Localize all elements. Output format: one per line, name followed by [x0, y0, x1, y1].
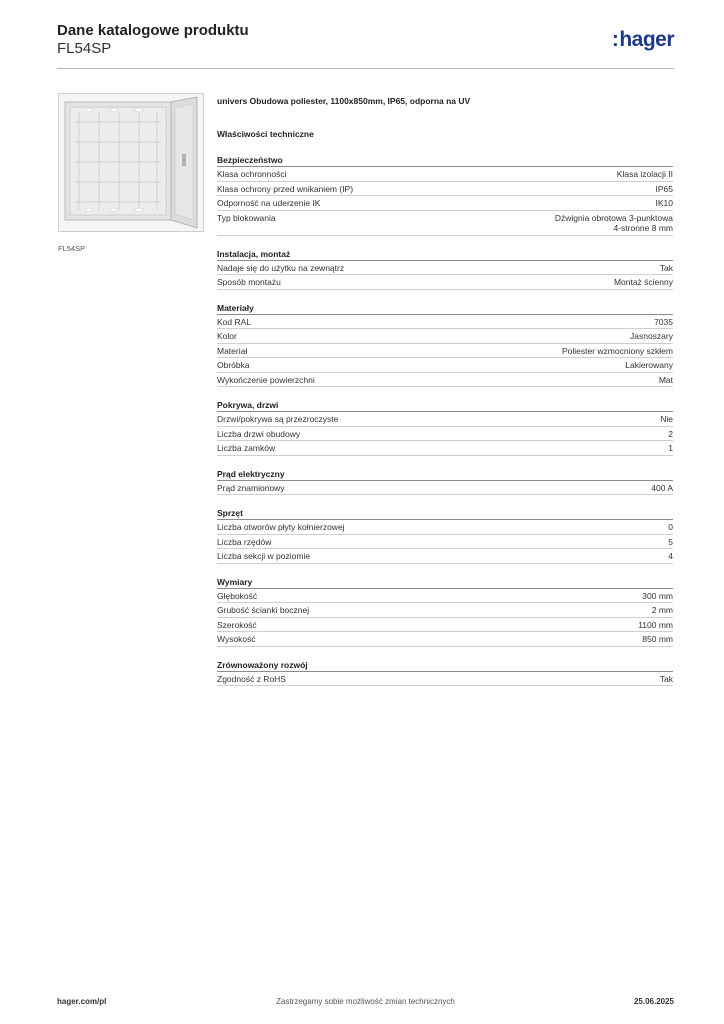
- properties-heading: Właściwości techniczne: [217, 129, 314, 139]
- hager-logo: :hager: [611, 28, 674, 51]
- spec-value: Dźwignia obrotowa 3-punktowa 4-stronne 8 mm: [554, 212, 673, 233]
- footer-website-link[interactable]: hager.com/pl: [57, 997, 107, 1006]
- spec-value: Tak: [659, 673, 673, 684]
- footer-date: 25.06.2025: [633, 997, 674, 1006]
- spec-value: Poliester wzmocniony szkłem: [561, 345, 673, 356]
- section-title: Zrównoważony rozwój: [217, 659, 673, 672]
- spec-label: Szerokość: [217, 619, 257, 630]
- spec-row: [217, 329, 673, 344]
- spec-label: Odporność na uderzenie IK: [217, 198, 321, 208]
- spec-row: [217, 603, 673, 618]
- spec-row: [217, 427, 673, 442]
- spec-row: [217, 549, 673, 564]
- spec-label: Wysokość: [217, 634, 256, 644]
- spec-label: Drzwi/pokrywa są przezroczyste: [217, 414, 339, 424]
- logo-text: hager: [619, 28, 674, 51]
- spec-label: Prąd znamionowy: [217, 482, 285, 493]
- section-title: Wymiary: [217, 576, 673, 589]
- product-details: [217, 95, 673, 686]
- spec-row: [217, 535, 673, 550]
- section-title: Prąd elektryczny: [217, 468, 673, 481]
- spec-section: [217, 507, 673, 564]
- product-description: univers Obudowa poliester, 1100x850mm, IP65, odporna na UV: [217, 96, 471, 106]
- spec-value: Klasa izolacji II: [616, 169, 673, 179]
- spec-label: Kod RAL: [217, 316, 252, 327]
- spec-row: [217, 441, 673, 456]
- spec-row: [217, 412, 673, 427]
- spec-row: [217, 481, 673, 496]
- spec-value: 2: [668, 428, 673, 439]
- spec-value: 300 mm: [642, 590, 673, 601]
- spec-section: [217, 154, 673, 236]
- spec-label: Liczba rzędów: [217, 536, 272, 547]
- spec-row: [217, 618, 673, 633]
- section-title: Sprzęt: [217, 507, 673, 520]
- document-title: Dane katalogowe produktu: [57, 22, 249, 39]
- spec-label: Grubość ścianki bocznej: [217, 605, 310, 615]
- spec-row: [217, 632, 673, 647]
- spec-row: [217, 211, 673, 236]
- spec-section: [217, 302, 673, 388]
- spec-row: [217, 261, 673, 276]
- spec-value: Lakierowany: [625, 360, 673, 370]
- header-divider: [57, 68, 674, 69]
- spec-value: Jasnoszary: [630, 331, 673, 341]
- enclosure-illustration: [59, 94, 204, 232]
- spec-row: [217, 196, 673, 211]
- spec-value: 7035: [654, 316, 673, 327]
- spec-row: [217, 589, 673, 604]
- spec-row: [217, 373, 673, 388]
- spec-row: [217, 275, 673, 290]
- spec-row: [217, 182, 673, 197]
- page-header: [57, 22, 674, 70]
- spec-value: Nie: [660, 414, 673, 424]
- spec-value: 1: [668, 443, 673, 453]
- spec-label: Materiał: [217, 345, 248, 356]
- spec-row: [217, 344, 673, 359]
- product-image: [58, 93, 204, 232]
- spec-section: [217, 399, 673, 456]
- spec-label: Wykończenie powierzchni: [217, 374, 315, 385]
- product-code: FL54SP: [57, 40, 112, 57]
- spec-label: Liczba otworów płyty kołnierzowej: [217, 522, 345, 532]
- spec-section: [217, 248, 673, 290]
- spec-value: 2 mm: [651, 605, 673, 615]
- spec-section: [217, 576, 673, 647]
- spec-sections: [217, 154, 673, 686]
- section-title: Pokrywa, drzwi: [217, 399, 673, 412]
- spec-row: [217, 520, 673, 535]
- spec-label: Liczba drzwi obudowy: [217, 428, 301, 439]
- spec-label: Zgodność z RoHS: [217, 673, 286, 684]
- spec-row: [217, 315, 673, 330]
- spec-label: Obróbka: [217, 360, 250, 370]
- footer-disclaimer: Zastrzegamy sobie możliwość zmian technicznych: [276, 997, 455, 1006]
- page-footer: [57, 997, 674, 1011]
- spec-label: Głębokość: [217, 590, 258, 601]
- spec-value: IP65: [655, 183, 673, 194]
- spec-label: Liczba sekcji w poziomie: [217, 551, 311, 561]
- image-caption: FL54SP: [58, 244, 86, 253]
- spec-row: [217, 672, 673, 687]
- spec-label: Liczba zamków: [217, 443, 276, 453]
- spec-value: 0: [668, 522, 673, 532]
- spec-section: [217, 468, 673, 496]
- spec-value: 850 mm: [642, 634, 673, 644]
- spec-label: Typ blokowania: [217, 212, 276, 223]
- spec-value: Mat: [658, 374, 673, 385]
- spec-row: [217, 358, 673, 373]
- section-title: Instalacja, montaż: [217, 248, 673, 261]
- spec-row: [217, 167, 673, 182]
- spec-value: 400 A: [651, 482, 673, 493]
- spec-label: Nadaje się do użytku na zewnątrz: [217, 262, 345, 273]
- section-title: Materiały: [217, 302, 673, 315]
- spec-value: Tak: [659, 262, 673, 273]
- section-title: Bezpieczeństwo: [217, 154, 673, 167]
- spec-value: 5: [668, 536, 673, 547]
- spec-label: Kolor: [217, 331, 237, 341]
- spec-value: 1100 mm: [638, 619, 673, 630]
- spec-label: Sposób montażu: [217, 277, 281, 287]
- spec-section: [217, 659, 673, 687]
- spec-value: Montaż ścienny: [613, 277, 673, 287]
- spec-label: Klasa ochrony przed wnikaniem (IP): [217, 183, 354, 194]
- spec-label: Klasa ochronności: [217, 169, 287, 179]
- spec-value: 4: [668, 551, 673, 561]
- spec-value: IK10: [655, 198, 673, 208]
